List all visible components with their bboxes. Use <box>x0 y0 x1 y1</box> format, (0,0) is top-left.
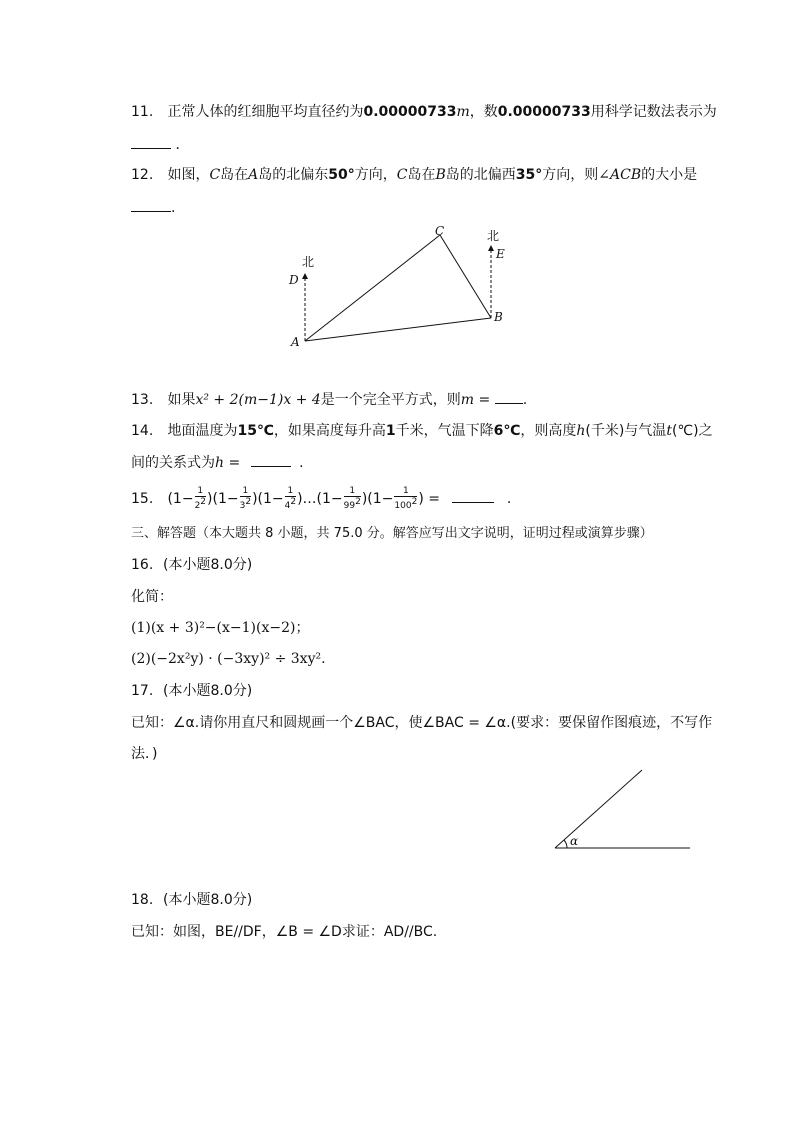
q15-end: . <box>506 490 512 507</box>
q14-value: 6℃ <box>493 423 521 439</box>
answer-blank[interactable] <box>131 134 171 149</box>
segment-ab <box>305 318 491 341</box>
q12-text: 岛的北偏西 <box>445 167 516 183</box>
q14-text: 间的关系式为 <box>131 455 215 471</box>
q13-end: . <box>522 392 528 408</box>
answer-blank[interactable] <box>495 389 523 404</box>
question-number: 16. <box>131 557 154 573</box>
alpha-label: α <box>570 834 579 848</box>
q14-text: (千米)与气温 <box>585 423 667 439</box>
q18-score: (本小题8.0分) <box>163 892 253 908</box>
q12-var: B <box>435 167 446 183</box>
angle-arc <box>564 840 567 848</box>
q14-end: . <box>299 455 304 471</box>
q14-text: 千米，气温下降 <box>395 423 494 439</box>
q12-angle: ∠ACB <box>598 167 642 183</box>
label-a: A <box>291 335 300 349</box>
q14-text: 地面温度为 <box>167 423 238 439</box>
q15-expression: (1− $\frac{1}{2^2}$ )(1− $\frac{1}{3^2}$ )(1− $\frac{1}{4^2}$ )…(1− $\frac{1}{99^2}$ )(1− $\frac{1}{100^2}$ ) = <box>167 486 440 511</box>
question-number: 12. <box>131 167 154 183</box>
q17-line-2: 法．) <box>131 746 158 762</box>
question-18-header <box>131 890 252 910</box>
q16-intro: 化简： <box>131 589 173 605</box>
answer-blank[interactable] <box>251 452 291 467</box>
q12-text: 岛在 <box>407 167 436 183</box>
q11-text: 正常人体的红细胞平均直径约为 <box>167 104 364 120</box>
q12-text: 方向， <box>354 167 397 183</box>
label-north-a: 北 <box>302 255 315 269</box>
answer-blank[interactable] <box>131 197 171 212</box>
q12-text: 如图， <box>167 167 210 183</box>
angle-alpha-figure <box>550 765 695 855</box>
question-13 <box>131 389 527 410</box>
segment-cb <box>440 235 491 318</box>
q17-score: (本小题8.0分) <box>163 683 253 699</box>
figure-12-diagram <box>280 218 520 353</box>
q11-text-b: ，数 <box>469 104 498 120</box>
q12-var: C <box>209 167 221 183</box>
q11-text-c: 用科学记数法表示为 <box>590 104 717 120</box>
q14-text: ，如果高度每升高 <box>273 423 386 439</box>
q16-score: (本小题8.0分) <box>163 557 253 573</box>
q11-end: ． <box>175 137 190 153</box>
answer-blank[interactable] <box>452 488 494 503</box>
q12-text: 岛在 <box>220 167 249 183</box>
segment-ac <box>305 235 440 341</box>
q11-value-2: 0.00000733 <box>497 104 591 120</box>
question-17-header <box>131 681 252 701</box>
q12-text: 的大小是 <box>641 167 698 183</box>
q13-expression: x² + 2(m−1)x + 4 <box>195 392 321 408</box>
label-c: C <box>435 224 445 238</box>
question-16-header <box>131 555 252 575</box>
question-number: 15. <box>131 490 154 507</box>
q16-part-1: (1)(x + 3)²−(x−1)(x−2)； <box>131 620 310 636</box>
label-north-b: 北 <box>487 229 500 243</box>
q12-var: A <box>248 167 259 183</box>
q12-var: C <box>396 167 408 183</box>
question-14 <box>131 421 713 441</box>
q17-line-1: 已知：∠α.请你用直尺和圆规画一个∠BAC，使∠BAC = ∠α.(要求：要保留作图痕迹，不写作 <box>131 715 713 731</box>
question-12 <box>131 165 697 185</box>
q18-line-1: 已知：如图，BE//DF，∠B = ∠D求证：AD//BC. <box>131 924 438 940</box>
question-number: 11. <box>131 104 154 120</box>
question-11 <box>131 102 717 122</box>
question-number: 18. <box>131 892 154 908</box>
q14-var: t <box>666 423 672 439</box>
q12-degree: 50° <box>328 167 355 183</box>
q11-answer-line <box>131 134 189 155</box>
q13-var: m = <box>460 392 491 408</box>
q14-value: 15℃ <box>237 423 274 439</box>
q14-value: 1 <box>385 423 396 439</box>
q14-line-2 <box>131 452 304 473</box>
q11-unit: m <box>456 104 470 120</box>
q12-degree: 35° <box>515 167 543 183</box>
q13-text: 是一个完全平方式，则 <box>320 392 461 408</box>
q14-text: (℃)之 <box>671 423 713 439</box>
q13-text: 如果 <box>167 392 196 408</box>
question-number: 14. <box>131 423 154 439</box>
q12-end: . <box>171 200 176 216</box>
q12-text: 方向，则 <box>542 167 599 183</box>
q14-var: h = <box>215 455 241 471</box>
q14-var: h <box>576 423 586 439</box>
label-b: B <box>494 310 503 324</box>
question-number: 17. <box>131 683 154 699</box>
question-15 <box>131 486 511 511</box>
q16-part-2: (2)(−2x²y) · (−3xy)² ÷ 3xy². <box>131 651 326 667</box>
q14-text: ，则高度 <box>520 423 577 439</box>
question-number: 13. <box>131 392 154 408</box>
section-3-title: 三、解答题（本大题共 8 小题，共 75.0 分。解答应写出文字说明，证明过程或演算步骤） <box>131 526 653 541</box>
label-d: D <box>289 273 299 287</box>
q12-answer-line <box>131 197 175 218</box>
q12-text: 岛的北偏东 <box>258 167 329 183</box>
q11-value: 0.00000733 <box>363 104 457 120</box>
angle-ray-1 <box>555 770 642 848</box>
label-e: E <box>496 247 505 261</box>
